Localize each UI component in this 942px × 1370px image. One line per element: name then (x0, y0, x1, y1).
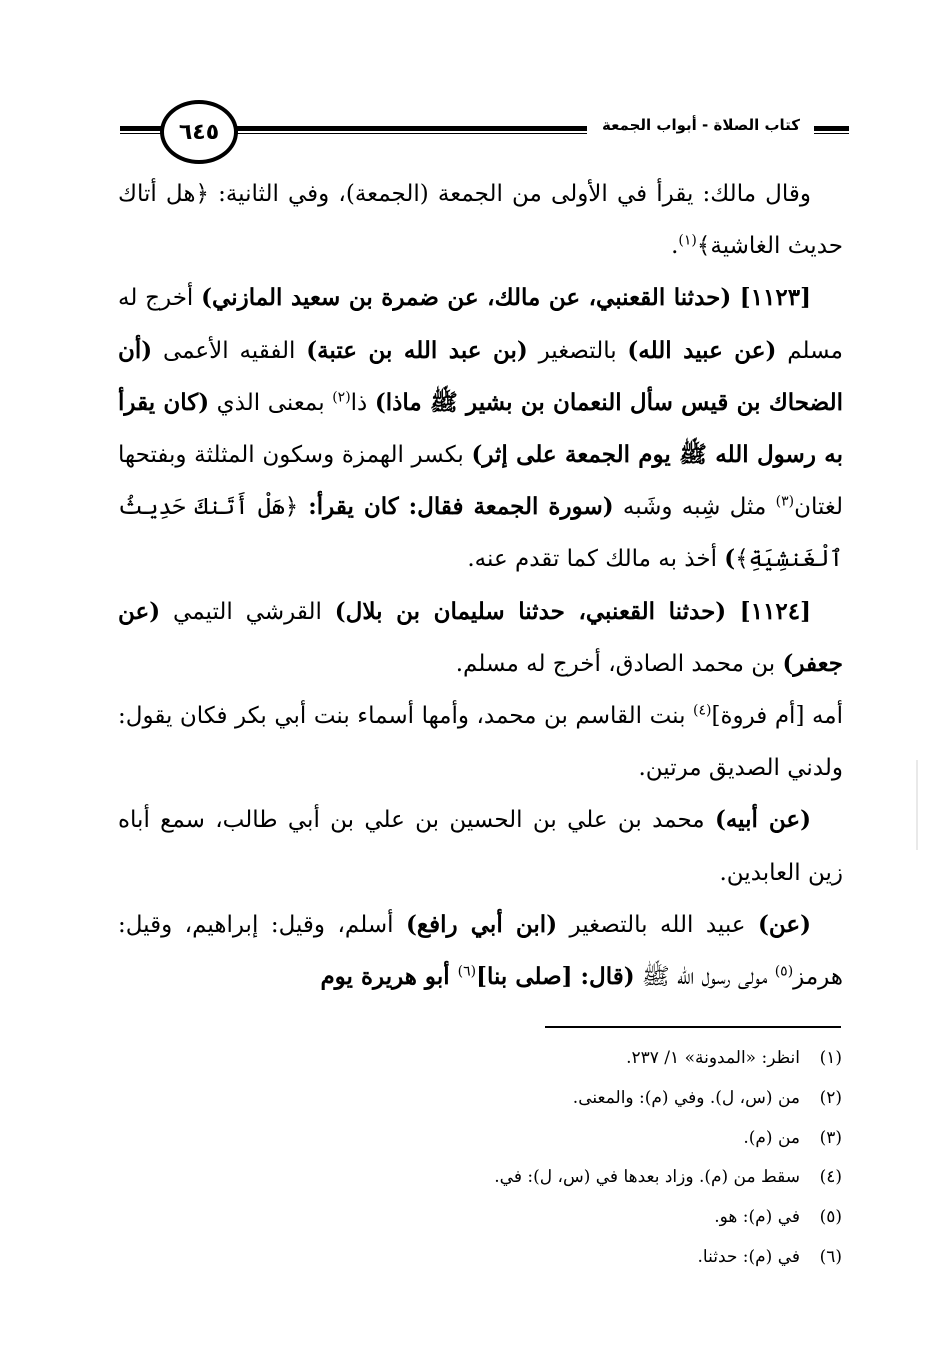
footnote-number: (٢) (819, 1087, 842, 1108)
text-run: بمعنى الذي (209, 389, 333, 416)
footnote-text: سقط من (م). وزاد بعدها في (س، ل): في. (494, 1167, 800, 1188)
footnote-number: (٤) (819, 1167, 842, 1188)
text-run: (قال: [صلى بنا] (476, 963, 635, 991)
text-run: ) (724, 545, 736, 573)
footnote-item (300, 1238, 842, 1278)
footnote-item (300, 1039, 842, 1079)
footnote-ref: (٢) (332, 389, 351, 406)
text-run: القرشي التيمي (160, 598, 335, 625)
text-run: ، حدثنا سليمان بن بلال) (334, 597, 586, 625)
text-run: الفقيه الأعمى (152, 337, 307, 364)
footnote-text: من (م). (743, 1127, 800, 1148)
text-run: أخرج له مسلم (118, 285, 843, 364)
text-run: ذا (350, 389, 375, 416)
body-text (118, 168, 843, 1003)
footnote-item (300, 1119, 842, 1159)
footnote-number: (١) (819, 1048, 842, 1068)
text-run: بنت القاسم بن محمد، وأمها أسماء بنت أبي بكر فكان يقول: ولدني الصديق مرتين. (118, 703, 843, 782)
footnote-ref: (٣) (775, 493, 795, 510)
footnote-item (300, 1198, 842, 1238)
footnote-text: في (م): حدثنا. (697, 1246, 800, 1267)
paragraph-3 (118, 586, 843, 690)
paragraph-5 (118, 794, 843, 898)
header-rule-left-thin (120, 133, 165, 134)
text-run: أخذ به مالك كما تقدم عنه. (467, 546, 725, 573)
footnote-item (300, 1158, 842, 1198)
footnote-number: (٦) (819, 1246, 842, 1267)
text-run: بكسر الهمزة وسكون المثلثة وبفتحها لغتان (118, 442, 844, 521)
header-rule-middle-thin (225, 133, 587, 134)
text-run: (أن الضحاك بن قيس سأل النعمان بن بشير ﷺ ماذا) (118, 336, 843, 416)
footnote-ref: (٦) (457, 963, 477, 980)
text-run: (سورة الجمعة فقال: كان يقرأ: (298, 493, 614, 521)
text-run: أبو هريرة يوم (320, 963, 458, 991)
text-run: مثل شِبه وشَبه (613, 494, 776, 521)
footnote-item (300, 1079, 842, 1119)
footnote-text: في (م): هو. (714, 1207, 800, 1228)
text-run: بالتصغير (527, 337, 628, 364)
scan-margin-mark (916, 760, 918, 850)
footnote-separator (545, 1026, 841, 1028)
text-run: (عن عبيد الله) (627, 336, 777, 364)
text-run: . (671, 233, 679, 260)
footnote-ref: (٤) (693, 702, 712, 719)
text-run: [١١٢٤] (حدثنا القعنبي (585, 597, 811, 625)
text-run: مولى رسول الله ﷺ (634, 964, 775, 991)
paragraph-6 (118, 899, 843, 1003)
text-run: وقال مالك: يقرأ في الأولى من الجمعة (الجمعة)، وفي الثانية: ﴿هل أتاك حديث الغاشية﴾ (118, 181, 843, 260)
footnote-ref: (١) (678, 232, 697, 249)
text-run: [١١٢٣] (حدثنا القعنبي، عن مالك، عن ضمرة بن سعيد المازني) (201, 284, 811, 312)
footnote-ref: (٥) (774, 963, 794, 980)
quran-quote: ﴿هَلْ أَتَنكَ حَدِيثُ ٱلْغَنشِيَةِ﴾ (118, 494, 843, 573)
page-number: ٦٤٥ (160, 100, 238, 164)
text-run: أمه [أم فروة] (711, 703, 843, 730)
footnote-number: (٣) (819, 1127, 842, 1148)
footnote-number: (٥) (819, 1207, 842, 1228)
text-run: (ابن أبي رافع) (405, 910, 558, 938)
paragraph-1 (118, 168, 843, 272)
paragraph-4 (118, 690, 843, 794)
header-rule-middle (225, 126, 587, 131)
header-rule-left (120, 126, 165, 131)
running-title: كتاب الصلاة - أبواب الجمعة (601, 116, 801, 134)
footnotes (300, 1039, 842, 1278)
header-rule-right-thin (814, 133, 849, 134)
header-rule-right (814, 126, 849, 131)
paragraph-2 (118, 272, 843, 585)
text-run: عبيد الله بالتصغير (557, 911, 759, 938)
text-run: (عن) (758, 910, 812, 938)
text-run: محمد بن علي بن الحسين بن علي بن أبي طالب، سمع أباه زين العابدين. (118, 807, 843, 886)
footnote-text: انظر: «المدونة» ١/ ٢٣٧. (626, 1048, 800, 1068)
text-run: بن محمد الصادق، أخرج له مسلم. (455, 650, 783, 677)
footnote-text: من (س، ل). وفي (م): والمعنى. (572, 1087, 800, 1108)
text-run: (عن أبيه) (714, 806, 811, 834)
text-run: (كان يقرأ به رسول الله ﷺ يوم الجمعة على إثر) (118, 388, 843, 469)
text-run: (عن جعفر) (118, 597, 843, 677)
text-run: (بن عبد الله بن عتبة) (306, 336, 528, 364)
text-run: أسلم، وقيل: إبراهيم، وقيل: هرمز (118, 911, 843, 991)
